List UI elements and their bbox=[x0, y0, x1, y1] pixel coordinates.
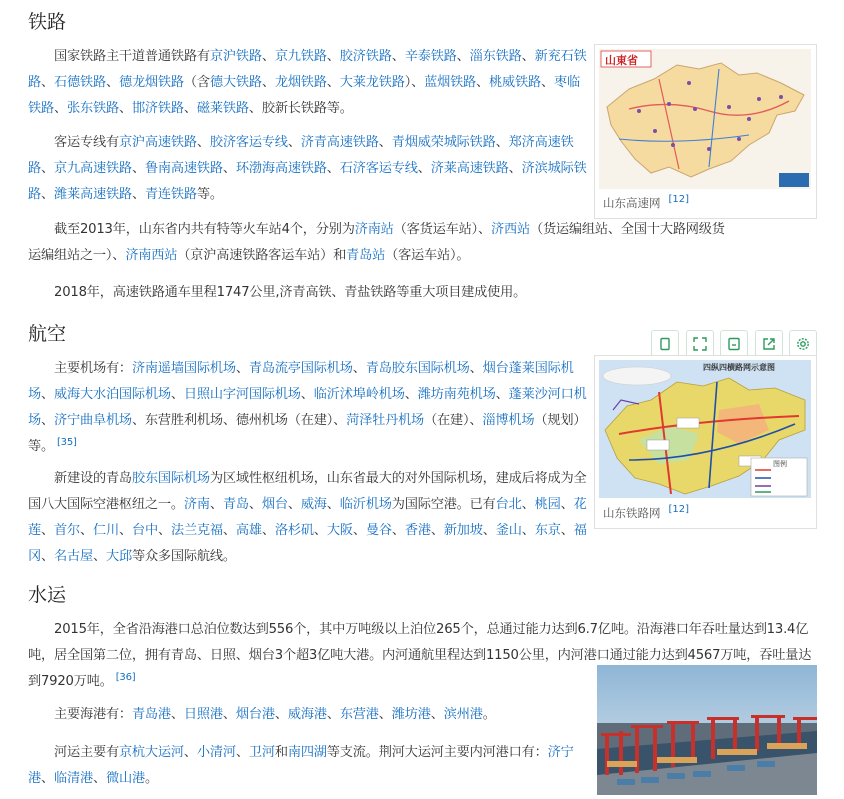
text: 、 bbox=[482, 523, 496, 538]
link[interactable]: 曼谷 bbox=[365, 523, 392, 538]
text: 、 bbox=[430, 523, 444, 538]
link[interactable]: 淄博机场 bbox=[482, 413, 535, 428]
text: 、 bbox=[456, 49, 470, 64]
text: 、 bbox=[476, 75, 490, 90]
link[interactable]: 青岛港 bbox=[131, 707, 171, 722]
link[interactable]: 高雄 bbox=[235, 523, 262, 538]
reference-link[interactable]: [12] bbox=[668, 504, 690, 515]
link[interactable]: 新兖石铁路 bbox=[28, 49, 587, 90]
text: 、 bbox=[287, 497, 301, 512]
reference-link[interactable]: [36] bbox=[115, 671, 136, 683]
text: ）、 bbox=[404, 75, 425, 90]
link[interactable]: 济滨城际铁路 bbox=[28, 161, 587, 202]
text: 、 bbox=[560, 523, 574, 538]
link[interactable]: 郑济高速铁路 bbox=[28, 135, 574, 176]
link[interactable]: 大阪 bbox=[326, 523, 353, 538]
link[interactable]: 蓝烟铁路 bbox=[424, 75, 477, 90]
link[interactable]: 桃威铁路 bbox=[489, 75, 541, 90]
link[interactable]: 胶济铁路 bbox=[339, 49, 392, 64]
port-photo[interactable] bbox=[597, 665, 817, 795]
text: 、 bbox=[313, 523, 327, 538]
railway-paragraph-2 bbox=[28, 130, 590, 208]
text: （京沪高速铁路客运车站）和 bbox=[177, 248, 347, 263]
share-button[interactable] bbox=[755, 330, 783, 358]
text: 、 bbox=[261, 49, 275, 64]
link[interactable]: 菏泽牡丹机场 bbox=[346, 413, 425, 428]
link[interactable]: 济青高速铁路 bbox=[300, 135, 379, 150]
link[interactable]: 京沪铁路 bbox=[209, 49, 262, 64]
link[interactable]: 济宁曲阜机场 bbox=[54, 413, 132, 428]
text: 截至2013年，山东省内共有特等火车站4个，分别为 bbox=[54, 222, 355, 237]
text: 、 bbox=[541, 75, 554, 90]
link[interactable]: 微山港 bbox=[105, 771, 145, 786]
text: 、东营胜利机场、德州机场（在建）、 bbox=[131, 413, 347, 428]
text: 主要机场有： bbox=[54, 361, 132, 376]
text: 、 bbox=[326, 49, 340, 64]
link[interactable]: 鲁南高速铁路 bbox=[144, 161, 223, 176]
link[interactable]: 台中 bbox=[131, 523, 158, 538]
text: 、 bbox=[41, 75, 54, 90]
link[interactable]: 京九高速铁路 bbox=[54, 161, 132, 176]
railway-network-map bbox=[599, 360, 811, 498]
text: 、 bbox=[222, 161, 236, 176]
figure-shandong-railway-map[interactable] bbox=[594, 355, 817, 529]
link[interactable]: 临清港 bbox=[54, 771, 93, 786]
text: 、 bbox=[209, 497, 223, 512]
text: 、 bbox=[222, 523, 236, 538]
save-icon bbox=[727, 337, 741, 351]
link[interactable]: 京九铁路 bbox=[274, 49, 327, 64]
text: 、 bbox=[196, 135, 210, 150]
link[interactable]: 青岛流亭国际机场 bbox=[248, 361, 353, 376]
text: 、 bbox=[170, 387, 184, 402]
text: 、 bbox=[495, 387, 509, 402]
link[interactable]: 潍莱高速铁路 bbox=[54, 187, 132, 202]
reference-link[interactable]: [35] bbox=[56, 436, 77, 448]
link[interactable]: 京杭大运河 bbox=[118, 745, 184, 760]
share-icon bbox=[762, 337, 776, 351]
text: 、 bbox=[378, 707, 392, 722]
water-paragraph-3 bbox=[28, 740, 590, 792]
link[interactable]: 胶济客运专线 bbox=[209, 135, 288, 150]
link[interactable]: 洛杉矶 bbox=[274, 523, 314, 538]
link[interactable]: 威海 bbox=[300, 497, 327, 512]
reference-link[interactable]: [12] bbox=[668, 194, 690, 205]
link[interactable]: 南四湖 bbox=[287, 745, 327, 760]
link[interactable]: 日照港 bbox=[183, 707, 223, 722]
text: 、 bbox=[41, 187, 54, 202]
link[interactable]: 济莱高速铁路 bbox=[430, 161, 509, 176]
link[interactable]: 首尔 bbox=[54, 523, 80, 538]
shandong-province-map bbox=[599, 49, 811, 189]
link[interactable]: 德大铁路 bbox=[209, 75, 262, 90]
image-toolbar bbox=[651, 330, 817, 358]
link[interactable]: 环渤海高速铁路 bbox=[235, 161, 327, 176]
link[interactable]: 香港 bbox=[404, 523, 431, 538]
text: 、 bbox=[183, 745, 197, 760]
text: （客货运车站）、 bbox=[393, 222, 491, 237]
link[interactable]: 法兰克福 bbox=[170, 523, 223, 538]
link[interactable]: 临沂机场 bbox=[339, 497, 392, 512]
map-image bbox=[599, 360, 811, 498]
text: 、 bbox=[378, 135, 392, 150]
text: 、 bbox=[430, 707, 444, 722]
text: （客运车站）。 bbox=[385, 248, 470, 263]
link[interactable]: 烟台港 bbox=[235, 707, 275, 722]
text: （含 bbox=[183, 75, 210, 90]
link[interactable]: 青岛胶东国际机场 bbox=[365, 361, 470, 376]
text: 为国际空港。已有 bbox=[391, 497, 496, 512]
link[interactable]: 滨州港 bbox=[443, 707, 483, 722]
text: 、 bbox=[41, 771, 54, 786]
text: 、胶新长铁路等。 bbox=[248, 101, 353, 116]
text: 、 bbox=[41, 413, 54, 428]
text: 、 bbox=[222, 707, 236, 722]
text: 、 bbox=[41, 387, 54, 402]
text: （货运编组站、全国十大路网级货运编组站之一）、 bbox=[28, 222, 725, 263]
text: 、 bbox=[261, 523, 275, 538]
link[interactable]: 卫河 bbox=[248, 745, 275, 760]
text: 国家铁路主干道普通铁路有 bbox=[54, 49, 210, 64]
link[interactable]: 潍坊港 bbox=[391, 707, 431, 722]
link[interactable]: 花莲 bbox=[28, 497, 587, 538]
text: 、 bbox=[521, 49, 535, 64]
link[interactable]: 济西站 bbox=[490, 222, 530, 237]
figure-caption bbox=[603, 502, 689, 521]
settings-icon bbox=[796, 337, 810, 351]
text: 、 bbox=[326, 161, 340, 176]
link[interactable]: 大邱 bbox=[105, 549, 132, 564]
text: 、 bbox=[53, 101, 67, 116]
link[interactable]: 烟台 bbox=[261, 497, 288, 512]
text: 、 bbox=[41, 549, 54, 564]
text: 等支流。荆河大运河主要内河港口有： bbox=[326, 745, 548, 760]
link[interactable]: 青烟威荣城际铁路 bbox=[391, 135, 496, 150]
caption-text: 山东铁路网 bbox=[603, 505, 661, 520]
link[interactable]: 胶东国际机场 bbox=[131, 471, 210, 486]
figure-shandong-highway-map[interactable] bbox=[594, 44, 817, 219]
text: 、 bbox=[274, 707, 288, 722]
text: 、 bbox=[391, 523, 405, 538]
section-title-railway: 铁路 bbox=[28, 11, 67, 33]
link[interactable]: 新加坡 bbox=[443, 523, 483, 538]
link[interactable]: 东营港 bbox=[339, 707, 379, 722]
link[interactable]: 东京 bbox=[534, 523, 561, 538]
link[interactable]: 张东铁路 bbox=[66, 101, 119, 116]
text: 、 bbox=[118, 101, 132, 116]
link[interactable]: 磁莱铁路 bbox=[196, 101, 249, 116]
text: 、 bbox=[118, 523, 132, 538]
text: 为区域性枢纽机场，山东省最大的对外国际机场，建成后将成为全国八大国际空港枢纽之一。 bbox=[28, 471, 587, 512]
text: 、 bbox=[92, 771, 106, 786]
link[interactable]: 济南遥墙国际机场 bbox=[131, 361, 236, 376]
text: 和 bbox=[274, 745, 288, 760]
copy-button[interactable] bbox=[651, 330, 679, 358]
railway-paragraph-4: 2018年，高速铁路通车里程1747公里,济青高铁、青盐铁路等重大项目建成使用。 bbox=[54, 285, 527, 300]
text: 、 bbox=[287, 135, 301, 150]
text: 、 bbox=[521, 497, 535, 512]
text: 、 bbox=[326, 497, 340, 512]
link[interactable]: 烟台蓬莱国际机场 bbox=[28, 361, 574, 402]
text: 等众多国际航线。 bbox=[131, 549, 236, 564]
link[interactable]: 青岛站 bbox=[346, 248, 386, 263]
link[interactable]: 桃园 bbox=[534, 497, 561, 512]
text: 、 bbox=[469, 361, 483, 376]
text: 、 bbox=[92, 549, 106, 564]
link[interactable]: 石德铁路 bbox=[54, 75, 106, 90]
qingdao-port-image bbox=[597, 665, 817, 795]
text: （在建）、 bbox=[424, 413, 483, 428]
text: 。 bbox=[482, 707, 496, 722]
map-legend-title: 图例 bbox=[773, 460, 787, 468]
copy-icon bbox=[658, 337, 672, 351]
map-title: 山東省 bbox=[605, 54, 638, 67]
link[interactable]: 日照山字河国际机场 bbox=[183, 387, 301, 402]
map-title: 四纵四横路网示意图 bbox=[703, 363, 775, 372]
text: 、 bbox=[105, 75, 119, 90]
text: （规划）等。 bbox=[28, 413, 587, 454]
link[interactable]: 济南站 bbox=[354, 222, 394, 237]
text: 、 bbox=[41, 523, 54, 538]
text: 、 bbox=[183, 101, 197, 116]
link[interactable]: 龙烟铁路 bbox=[274, 75, 327, 90]
link[interactable]: 济南 bbox=[183, 497, 210, 512]
text: 、 bbox=[326, 75, 340, 90]
text: 主要海港有： bbox=[54, 707, 132, 722]
text: 、 bbox=[235, 745, 249, 760]
aviation-paragraph-2 bbox=[28, 466, 590, 570]
link[interactable]: 青连铁路 bbox=[144, 187, 197, 202]
fullscreen-icon bbox=[693, 337, 707, 351]
text: 、 bbox=[131, 161, 145, 176]
link[interactable]: 名古屋 bbox=[54, 549, 93, 564]
link[interactable]: 釜山 bbox=[495, 523, 522, 538]
save-button[interactable] bbox=[720, 330, 748, 358]
text: 、 bbox=[404, 387, 418, 402]
text: 、 bbox=[508, 161, 522, 176]
text: 、 bbox=[326, 707, 340, 722]
text: 、 bbox=[352, 523, 366, 538]
link[interactable]: 京沪高速铁路 bbox=[118, 135, 197, 150]
text: 、 bbox=[248, 497, 262, 512]
text: 、 bbox=[300, 387, 314, 402]
text: 、 bbox=[417, 161, 431, 176]
text: 、 bbox=[235, 361, 249, 376]
text: 客运专线有 bbox=[54, 135, 119, 150]
text: 、 bbox=[131, 187, 145, 202]
text: 河运主要有 bbox=[54, 745, 119, 760]
section-title-aviation: 航空 bbox=[28, 323, 67, 345]
section-title-water-transport: 水运 bbox=[28, 584, 67, 606]
water-paragraph-2 bbox=[28, 702, 590, 728]
link[interactable]: 邯济铁路 bbox=[131, 101, 184, 116]
link[interactable]: 济宁港 bbox=[28, 745, 574, 786]
map-image bbox=[599, 49, 811, 189]
text: 、 bbox=[521, 523, 535, 538]
figure-caption bbox=[603, 192, 689, 211]
text: 、 bbox=[41, 161, 54, 176]
link[interactable]: 临沂沭埠岭机场 bbox=[313, 387, 405, 402]
text: 、 bbox=[261, 75, 275, 90]
caption-text: 山东高速网 bbox=[603, 195, 661, 210]
railway-paragraph-3 bbox=[28, 217, 728, 269]
link[interactable]: 石济客运专线 bbox=[339, 161, 418, 176]
text: 、 bbox=[157, 523, 171, 538]
link[interactable]: 仁川 bbox=[92, 523, 119, 538]
text: 、 bbox=[79, 523, 93, 538]
link[interactable]: 威海大水泊国际机场 bbox=[54, 387, 171, 402]
text: 、 bbox=[170, 707, 184, 722]
link[interactable]: 青岛 bbox=[222, 497, 249, 512]
text: 、 bbox=[391, 49, 405, 64]
railway-paragraph-1 bbox=[28, 44, 590, 122]
link[interactable]: 大莱龙铁路 bbox=[339, 75, 405, 90]
link[interactable]: 福冈 bbox=[28, 523, 587, 564]
link[interactable]: 淄东铁路 bbox=[469, 49, 522, 64]
link[interactable]: 辛泰铁路 bbox=[404, 49, 457, 64]
link[interactable]: 枣临铁路 bbox=[28, 75, 580, 116]
settings-button[interactable] bbox=[789, 330, 817, 358]
text: 、 bbox=[560, 497, 574, 512]
text: 等。 bbox=[196, 187, 223, 202]
text: 、 bbox=[352, 361, 366, 376]
text: 。 bbox=[144, 771, 158, 786]
link[interactable]: 德龙烟铁路 bbox=[118, 75, 184, 90]
link[interactable]: 蓬莱沙河口机场 bbox=[28, 387, 587, 428]
link[interactable]: 潍坊南苑机场 bbox=[417, 387, 496, 402]
text: 、 bbox=[495, 135, 509, 150]
link[interactable]: 威海港 bbox=[287, 707, 327, 722]
text: 新建设的青岛 bbox=[54, 471, 132, 486]
link[interactable]: 济南西站 bbox=[125, 248, 178, 263]
aviation-paragraph-1 bbox=[28, 356, 590, 460]
link[interactable]: 小清河 bbox=[196, 745, 236, 760]
link[interactable]: 台北 bbox=[495, 497, 522, 512]
fullscreen-button[interactable] bbox=[686, 330, 714, 358]
text: 2015年，全省沿海港口总泊位数达到556个，其中万吨级以上泊位265个，总通过能力达到6.7亿吨。沿海港口年吞吐量达到13.4亿吨，居全国第二位，拥有青岛、日照、烟台3个超3亿吨大港。内河通航里程达到1150公里，内河港口通过能力达到4567万吨，吞吐量达到7920万吨。 bbox=[28, 622, 812, 689]
